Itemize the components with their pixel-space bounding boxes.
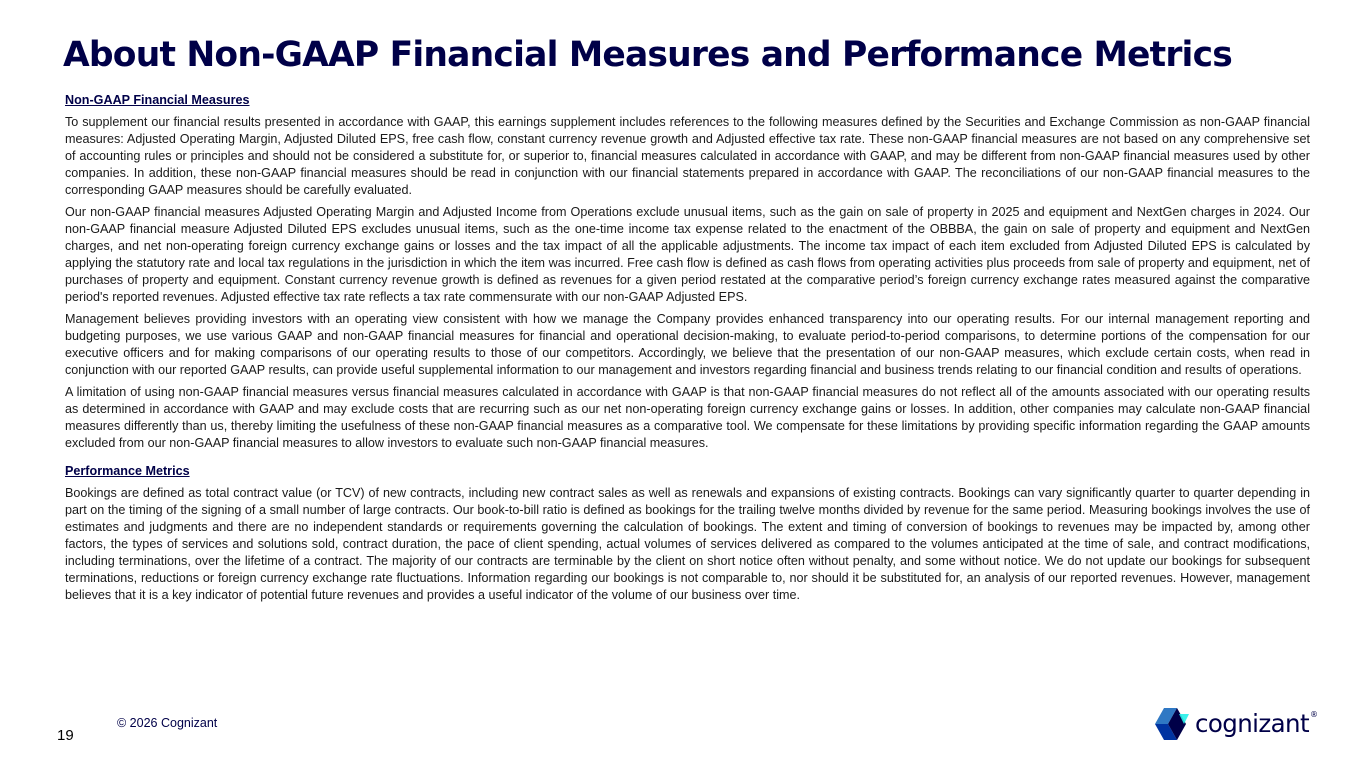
document-body xyxy=(65,92,1310,609)
registered-mark: ® xyxy=(1309,710,1318,719)
section-heading: Performance Metrics xyxy=(65,464,190,478)
paragraph: Management believes providing investors with an operating view consistent with how we manage the Company provides enhanced transparency into our operating results. For our internal management reporting and budgeting purposes, we use various GAAP and non-GAAP financial measures for financial and operational decision-making, to evaluate period-to-period comparisons, to determine portions of the compensation for our executive officers and for making comparisons of our operating results to those of our competitors. Accordingly, we believe that the presentation of our non-GAAP measures, which exclude certain costs, when read in conjunction with our reported GAAP results, can provide useful supplemental information to our management and investors regarding financial and business trends relating to our financial condition and results of operations. xyxy=(65,312,1310,377)
cognizant-logo-mark-icon xyxy=(1155,708,1191,740)
page-title: About Non-GAAP Financial Measures and Performance Metrics xyxy=(63,35,1232,75)
section-non-gaap xyxy=(65,92,1310,452)
page-number: 19 xyxy=(57,727,74,744)
copyright-notice: © 2026 Cognizant xyxy=(117,716,218,730)
paragraph: To supplement our financial results presented in accordance with GAAP, this earnings supplement includes references to the following measures defined by the Securities and Exchange Commission as non-GAAP financial measures: Adjusted Operating Margin, Adjusted Diluted EPS, free cash flow, constant currency revenue growth and Adjusted effective tax rate. These non-GAAP financial measures are not based on any comprehensive set of accounting rules or principles and should not be considered a substitute for, or superior to, financial measures calculated in accordance with GAAP, and may be different from non-GAAP financial measures used by other companies. In addition, these non-GAAP financial measures should be read in conjunction with our financial statements prepared in accordance with GAAP. The reconciliations of our non-GAAP financial measures to the corresponding GAAP measures should be carefully evaluated. xyxy=(65,115,1310,197)
paragraph: Bookings are defined as total contract value (or TCV) of new contracts, including new contract sales as well as renewals and expansions of existing contracts. Bookings can vary significantly quarter to quarter depending in part on the timing of the signing of a small number of large contracts. Our book-to-bill ratio is defined as bookings for the trailing twelve months divided by revenue for the same period. Measuring bookings involves the use of estimates and judgments and there are no independent standards or requirements governing the calculation of bookings. The extent and timing of conversion of bookings to revenues may be impacted by, among other factors, the types of services and solutions sold, contract duration, the pace of client spending, actual volumes of services delivered as compared to the volumes anticipated at the time of sale, and contract modifications, including terminations, over the lifetime of a contract. The majority of our contracts are terminable by the client on short notice often without penalty, and some without notice. We do not update our bookings for subsequent terminations, reductions or foreign currency exchange rate fluctuations. Information regarding our bookings is not comparable to, nor should it be substituted for, an analysis of our reported revenues. However, management believes that it is a key indicator of potential future revenues and provides a useful indicator of the volume of our business over time. xyxy=(65,486,1310,602)
cognizant-wordmark xyxy=(1195,709,1317,739)
cognizant-logo xyxy=(1155,706,1335,742)
paragraph: Our non-GAAP financial measures Adjusted Operating Margin and Adjusted Income from Operations exclude unusual items, such as the gain on sale of property in 2025 and equipment and NextGen charges in 2024. Our non-GAAP financial measure Adjusted Diluted EPS excludes unusual items, such as the one-time income tax expense related to the enactment of the OBBBA, the gain on sale of property and equipment and NextGen charges, and net non-operating foreign currency exchange gains or losses and the tax impact of all the applicable adjustments. The income tax impact of each item excluded from Adjusted Diluted EPS is calculated by applying the statutory rate and local tax regulations in the jurisdiction in which the item was incurred. Free cash flow is defined as cash flows from operating activities plus proceeds from sale of property and equipment, net of purchases of property and equipment. Constant currency revenue growth is defined as revenues for a given period restated at the comparative period’s foreign currency exchange rates measured against the comparative period's reported revenues. Adjusted effective tax rate reflects a tax rate commensurate with our non-GAAP Adjusted EPS. xyxy=(65,205,1310,304)
section-performance-metrics xyxy=(65,463,1310,604)
section-heading: Non-GAAP Financial Measures xyxy=(65,93,250,107)
paragraph: A limitation of using non-GAAP financial measures versus financial measures calculated in accordance with GAAP is that non-GAAP financial measures do not reflect all of the amounts associated with our operating results as determined in accordance with GAAP and may exclude costs that are recurring such as our net non-operating foreign currency exchange gains or losses. In addition, other companies may calculate non-GAAP financial measures differently than us, thereby limiting the usefulness of these non-GAAP financial measures as a comparative tool. We compensate for these limitations by providing specific information regarding the GAAP amounts excluded from our non-GAAP financial measures to allow investors to evaluate such non-GAAP financial measures. xyxy=(65,385,1310,450)
logo-text: cognizant xyxy=(1195,709,1309,738)
